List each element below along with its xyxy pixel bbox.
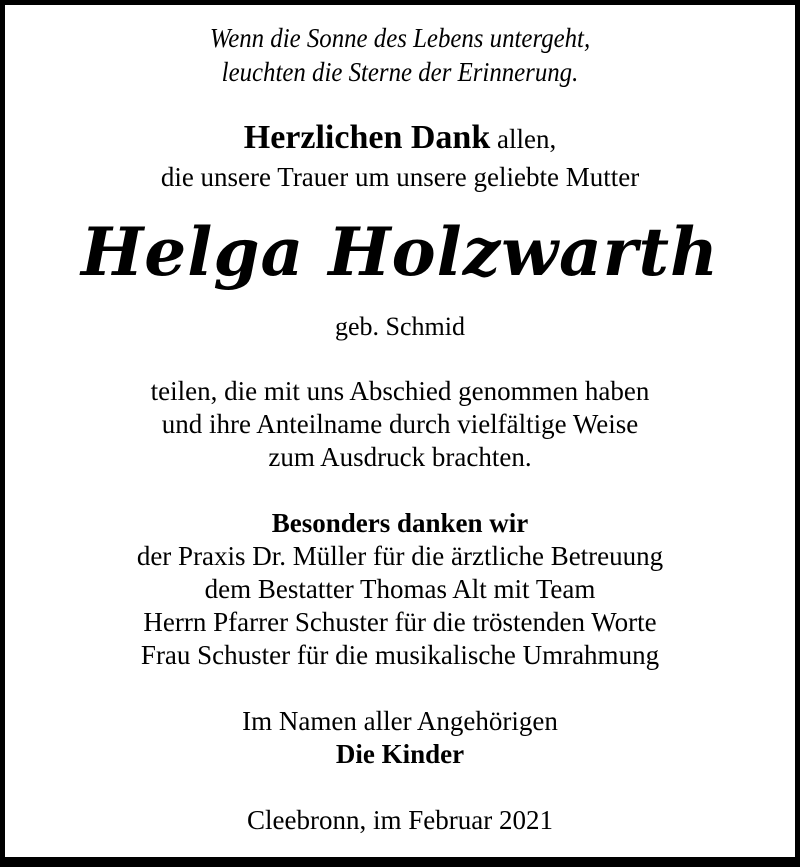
- thanks-headline: [5, 119, 795, 157]
- thanks-headline-bold: Herzlichen Dank: [243, 119, 491, 156]
- special-thanks-line-4: Frau Schuster für die musikalische Umrahmung: [140, 640, 660, 670]
- signature-line-2: Die Kinder: [335, 739, 465, 769]
- message-line-3: zum Ausdruck brachten.: [268, 442, 532, 472]
- thanks-headline-rest: allen,: [490, 124, 557, 154]
- special-thanks-heading: Besonders danken wir: [271, 508, 529, 538]
- birth-name: geb. Schmid: [335, 312, 465, 341]
- thanks-line-2: die unsere Trauer um unsere geliebte Mutter: [160, 162, 640, 192]
- obituary-notice: [5, 5, 795, 857]
- motto-line-2: leuchten die Sterne der Erinnerung.: [221, 57, 579, 87]
- special-thanks-line-2: dem Bestatter Thomas Alt mit Team: [204, 574, 596, 604]
- message-line-2: und ihre Anteilname durch vielfältige Weise: [161, 409, 639, 439]
- message-line-1: teilen, die mit uns Abschied genommen haben: [150, 376, 650, 406]
- special-thanks-line-3: Herrn Pfarrer Schuster für die tröstenden Worte: [143, 607, 657, 637]
- special-thanks-line-1: der Praxis Dr. Müller für die ärztliche Betreuung: [136, 541, 664, 571]
- deceased-name: Helga Holzwarth: [80, 213, 720, 291]
- signature-line-1: Im Namen aller Angehörigen: [242, 706, 558, 736]
- place-date: Cleebronn, im Februar 2021: [247, 805, 553, 835]
- motto-line-1: Wenn die Sonne des Lebens untergeht,: [209, 23, 591, 53]
